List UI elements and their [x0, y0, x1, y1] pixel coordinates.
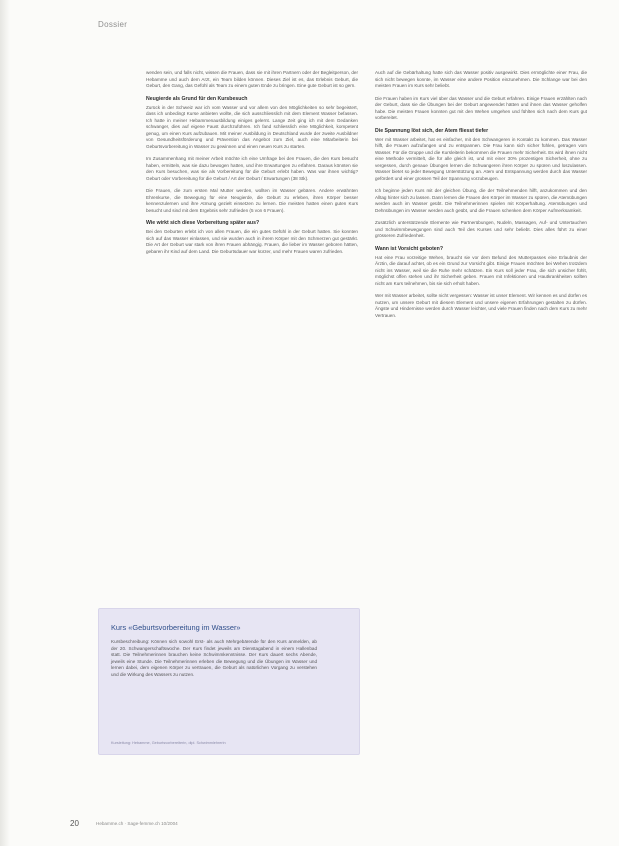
paragraph: Hat eine Frau vorzeitige Wehen, braucht sie vor dem Befund des Mutterpasses eine Erlaubnis der Ärztin, die darauf achtet, ob es ein Grund zur Vorsicht gibt. Einige Frauen möchten bei Wehen trotzdem nicht ins Wasser, weil sie die Ruhe mehr schätzen. Ein Kurs soll jeder Frau, die sich unsicher fühlt, möglichst offen stehen und ihr Sicherheit geben. Frauen mit Infektionen und Hautkrankheiten sollten nicht am Kurs teilnehmen, bis sie sich erholt haben. [375, 254, 587, 286]
paragraph: Die Frauen haben im Kurs viel über das Wasser und die Geburt erfahren. Einige Frauen erzählten nach der Geburt, dass sie die Übungen bei der Geburt angewendet hätten und ihnen das Wasser geholfen habe. Die meisten Frauen konnten gut mit den Wehen umgehen und fühlten sich nach dem Kurs gut vorbereitet. [375, 95, 587, 120]
paragraph: Wer mit Wasser arbeitet, sollte nicht vergessen: Wasser ist unser Element. Wir kennen es und dürfen es nutzen, um unsere Geburt mit diesem Element und unsere eigenen Erfahrungen gestalten zu dürfen. Ängste und Hindernisse werden durch Wasser leichter, und viele Frauen finden nach dem Kurs zu mehr Vertrauen. [375, 293, 587, 318]
box-body: Kursbeschreibung: Können sich sowohl Erst- als auch Mehrgebärende für den Kurs anmelden, ab der 20. Schwangerschaftswoche. Der Kurs findet jeweils am Dienstagabend in einem Hallenbad statt. Die Teilnehmerinnen brauchen keine Schwimmkenntnisse. Der Kurs dauert sechs Abende, jeweils eine Stunde. Die Teilnehmerinnen erleben die Bewegung und die Übungen im Wasser und lernen dabei, dem eigenen Körper zu vertrauen, die Geburt als natürlichen Vorgang zu verstehen und die Wirkung des Wassers zu nutzen. [111, 639, 317, 677]
paragraph: Auch auf die Gebärhaltung hatte sich das Wasser positiv ausgewirkt. Dies ermöglichte einer Frau, die sich nicht bewegen konnte, im Wasser eine andere Position einzunehmen. Die Schlange war bei den meisten Frauen im Kurs sehr beliebt. [375, 70, 587, 88]
paragraph: Die Frauen, die zum ersten Mal Mutter werden, wollten im Wasser gebären. Andere erwähnten Ehrenkurse, die Bewegung für eine Neugierde, die Geburt zu erleben, ihren Körper besser kennenzulernen und ihre Atmung gezielt einsetzen zu lernen. Die meisten hatten einen guten Kurs besucht und sind mit dem Ergebnis sehr zufrieden (5 von 6 Frauen). [146, 188, 358, 213]
paragraph: Zusätzlich unterstützende Elemente wie Partnerübungen, Nudeln, Massagen, Auf- und Untertauchen und Schwimmbewegungen sind auch Teil des Kurses und sehr beliebt. Dies alles führt zu einer grösseren Zufriedenheit. [375, 220, 587, 238]
box-note: Kursleitung: Hebamme, Geburtsvorbereiterin, dipl. Schwimmlehrerin [111, 741, 226, 745]
paragraph: Bei den Geburten erlebt ich von allen Frauen, die ein gutes Gefühl in der Geburt hatten. Sie konnten sich auf das Wasser einlassen, und sie wurden auch in ihrem Körper mit den Schmerzen gut gestärkt. Die Art der Geburt war stark von ihren Frauen abhängig. Frauen, die lieber im Wasser geboren hätten, gebaren ihr Kind auf dem Land. Die Geburtsdauer war kürzer, und mehr Frauen waren zufrieden. [146, 229, 358, 254]
paragraph: Wer mit Wasser arbeitet, hat es einfacher, mit den Schwangeren in Kontakt zu kommen. Das Wasser hilft, die Frauen aufzufangen und zu entspannen. Die Frau kann sich sicher fühlen, getragen vom Wasser. Für die Gruppe und die Kursleiterin bekommen die Frauen mehr Sicherheit. Es wird ihnen nicht eine Methode vermittelt, die für alle gleich ist, und mit einer 30% prozentigen Sicherheit, ohne zu vergessen, durch genaue Übungen lernen die Schwangeren ihren Körper zu spüren und loszulassen. Wasser bietet so jeder Bewegung Unterstützung an. Atem und Entspannung werden durch das Wasser gefördert und einer grossen Teil der Spannung vorzubeugen. [375, 136, 587, 181]
subheading-spannung: Die Spannung löst sich, der Atem fliesst tiefer [375, 127, 489, 134]
subheading-neugierde: Neugierde als Grund für den Kursbesuch [146, 95, 248, 102]
paragraph: Zurück in der Schweiz war ich vom Wasser und vor allem von den Möglichkeiten so sehr begeistert, dass ich unbedingt Kurse anbieten wollte, die sich ausschliesslich mit dem Element Wasser befassen. Ich hatte in meiner Hebammenausbildung einiges gelernt. Lange Zeit ging ich mit dem Gedanken schwanger, dies auf eigene Faust durchzuführen. Ich fand schliesslich eine Möglichkeit, kompetent genug, um einen Kurs aufzubauen. Mit meiner Ausbildung in Deutschland wurde der zweite Ausbildner von Gesundheitsförderung und Prävention das Angebot zum Ziel, auch eine Mitarbeiterin bei Geburtsvorbereitung in Wasser zu gewinnen und einen neuen Kurs zu starten. [146, 104, 358, 149]
paragraph: Im Zusammenhang mit meiner Arbeit möchte ich eine Umfrage bei den Frauen, die den Kurs besucht haben, ermitteln, was sie dazu bewogen hatten, und ihre Erwartungen zu erfahren. Daraus könnten sie den Kurs besuchen, was sie als Vorbereitung für die Geburt erlebt haben. Was war ihnen wichtig? Geburt oder Vorbereitung für die Geburt / Art der Geburt / Erwartungen (38 Stk). [146, 156, 358, 181]
page-number: 20 [70, 819, 79, 828]
box-title: Kurs «Geburtsvorbereitung im Wasser» [111, 623, 241, 632]
paragraph: Ich beginne jeden Kurs mit der gleichen Übung, die der Teilnehmenden hilft, anzukommen und den Alltag hinter sich zu lassen. Dann lernen die Frauen den Körper im Wasser zu spüren, die Atemübungen werden auch im Wasser geübt. Die Teilnehmerinnen spielen mit Körperhaltung. Atemübungen und Dehnübungen im Wasser werden auch geübt, und die Frauen schenken dem Körper Aufmerksamkeit. [375, 188, 587, 213]
right-column [375, 70, 587, 325]
subheading-vorsicht: Wann ist Vorsicht geboten? [375, 245, 444, 252]
section-label: Dossier [98, 20, 128, 29]
left-column [146, 70, 358, 261]
publication-info: Hebamme.ch · Sage-femme.ch 10/2004 [96, 821, 178, 826]
subheading-vorbereitung: Wie wirkt sich diese Vorbereitung später aus? [146, 220, 260, 226]
intro-paragraph: wenden sein, und falls nicht, wissen die Frauen, dass sie mit ihren Partnern oder der Begleitperson, der Hebamme und auch dem Arzt, ein Team bilden können. Dieses Ziel ist es, das Erlebnis Geburt, die Geburt, den Gang, das Gefühl als Team zu einem guten Ende zu bringen. Eine gute Geburt ist so gern. [146, 70, 358, 88]
course-info-box [98, 608, 360, 755]
page-edge-shadow [0, 0, 10, 846]
